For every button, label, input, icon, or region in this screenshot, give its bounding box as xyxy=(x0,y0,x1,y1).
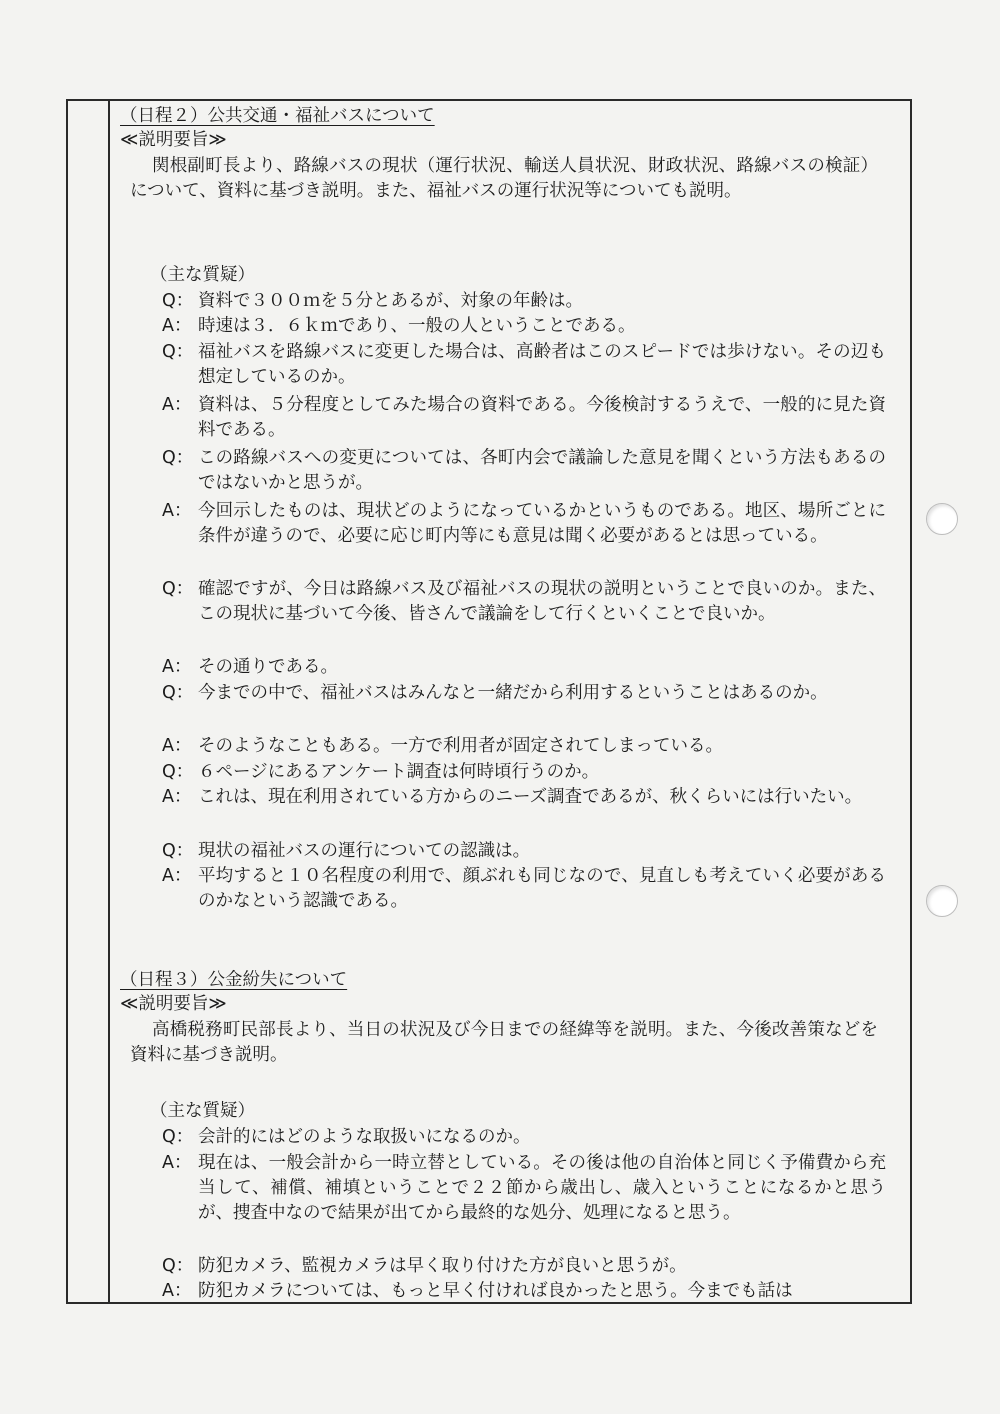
qa-text: 平均すると１０名程度の利用で、顔ぶれも同じなので、見直しも考えていく必要があるのかなという認識である。 xyxy=(198,866,886,911)
qa-text: 防犯カメラ、監視カメラは早く取り付けた方が良いと思うが。 xyxy=(198,1256,687,1276)
qa-marker: Q： xyxy=(162,762,194,782)
punch-hole-bottom xyxy=(926,885,958,917)
qa-text: 会計的にはどのような取扱いになるのか。 xyxy=(198,1127,531,1147)
qa-marker: A： xyxy=(162,736,192,756)
qa-text: これは、現在利用されている方からのニーズ調査であるが、秋くらいには行いたい。 xyxy=(198,787,863,807)
qa-marker: Q： xyxy=(162,579,194,599)
qa-marker: A： xyxy=(162,1153,192,1173)
document-body xyxy=(112,101,896,1302)
qa-item xyxy=(162,393,886,443)
qa-marker: A： xyxy=(162,1281,192,1301)
section-3-summary-text: 高橋税務町民部長より、当日の状況及び今日までの経緯等を説明。また、今後改善策などを資料に基づき説明。 xyxy=(130,1020,878,1065)
qa-text: 今までの中で、福祉バスはみんなと一緒だから利用するということはあるのか。 xyxy=(198,683,828,703)
section-2-summary-text: 関根副町長より、路線バスの現状（運行状況、輸送人員状況、財政状況、路線バスの検証）について、資料に基づき説明。また、福祉バスの運行状況等についても説明。 xyxy=(130,156,878,201)
qa-item xyxy=(162,655,886,680)
qa-marker: A： xyxy=(162,501,192,521)
qa-marker: Q： xyxy=(162,1127,194,1147)
qa-item xyxy=(162,577,886,627)
qa-text: 資料で３００ｍを５分とあるが、対象の年齢は。 xyxy=(198,291,583,311)
section-3-title: （日程３）公金紛失について xyxy=(120,970,348,990)
document-frame xyxy=(66,99,912,1304)
qa-text: ６ページにあるアンケート調査は何時頃行うのか。 xyxy=(198,762,600,782)
qa-item xyxy=(162,681,886,706)
qa-marker: Q： xyxy=(162,291,194,311)
qa-text: 現状の福祉バスの運行についての認識は。 xyxy=(198,841,531,861)
qa-item xyxy=(162,289,886,314)
section-3-qa-label: （主な質疑） xyxy=(150,1101,255,1121)
section-3-summary-label: ≪説明要旨≫ xyxy=(120,994,227,1014)
qa-text: 福祉バスを路線バスに変更した場合は、高齢者はこのスピードでは歩けない。その辺も想定しているのか。 xyxy=(198,342,886,387)
qa-text: 確認ですが、今日は路線バス及び福祉バスの現状の説明ということで良いのか。また、この現状に基づいて今後、皆さんで議論をして行くといくことで良いか。 xyxy=(198,579,886,624)
qa-marker: A： xyxy=(162,316,192,336)
qa-text: 資料は、５分程度としてみた場合の資料である。今後検討するうえで、一般的に見た資料である。 xyxy=(198,395,886,440)
margin-rule xyxy=(108,99,110,1304)
qa-marker: A： xyxy=(162,657,192,677)
qa-item xyxy=(162,864,886,914)
qa-text: そのようなこともある。一方で利用者が固定されてしまっている。 xyxy=(198,736,723,756)
qa-item xyxy=(162,760,886,785)
qa-marker: A： xyxy=(162,787,192,807)
qa-item xyxy=(162,1125,886,1150)
qa-marker: Q： xyxy=(162,683,194,703)
qa-item xyxy=(162,1151,886,1226)
punch-hole-top xyxy=(926,503,958,535)
section-2-qa-label: （主な質疑） xyxy=(150,265,255,285)
qa-item xyxy=(162,839,886,864)
qa-marker: Q： xyxy=(162,342,194,362)
qa-text: その通りである。 xyxy=(198,657,338,677)
qa-item xyxy=(162,314,886,339)
qa-text: 防犯カメラについては、もっと早く付ければ良かったと思う。今までも話は xyxy=(198,1281,793,1301)
qa-item xyxy=(162,785,886,810)
qa-marker: A： xyxy=(162,866,192,886)
qa-item xyxy=(162,446,886,496)
qa-text: 今回示したものは、現状どのようになっているかというものである。地区、場所ごとに条件が違うので、必要に応じ町内等にも意見は聞く必要があるとは思っている。 xyxy=(198,501,886,546)
qa-marker: Q： xyxy=(162,841,194,861)
qa-marker: Q： xyxy=(162,448,194,468)
qa-item xyxy=(162,340,886,390)
qa-marker: A： xyxy=(162,395,192,415)
qa-marker: Q： xyxy=(162,1256,194,1276)
qa-item xyxy=(162,734,886,759)
qa-item xyxy=(162,1279,886,1304)
section-2-title: （日程２）公共交通・福祉バスについて xyxy=(120,106,435,126)
qa-text: この路線バスへの変更については、各町内会で議論した意見を聞くという方法もあるのではないかと思うが。 xyxy=(198,448,886,493)
qa-item xyxy=(162,499,886,549)
qa-text: 現在は、一般会計から一時立替としている。その後は他の自治体と同じく予備費から充当して、補償、補填ということで２２節から歳出し、歳入ということになるかと思うが、捜査中なので結果が出てから最終的な処分、処理になると思う。 xyxy=(198,1153,886,1223)
section-2-summary-label: ≪説明要旨≫ xyxy=(120,130,227,150)
qa-item xyxy=(162,1254,886,1279)
qa-text: 時速は３．６ｋｍであり、一般の人ということである。 xyxy=(198,316,636,336)
